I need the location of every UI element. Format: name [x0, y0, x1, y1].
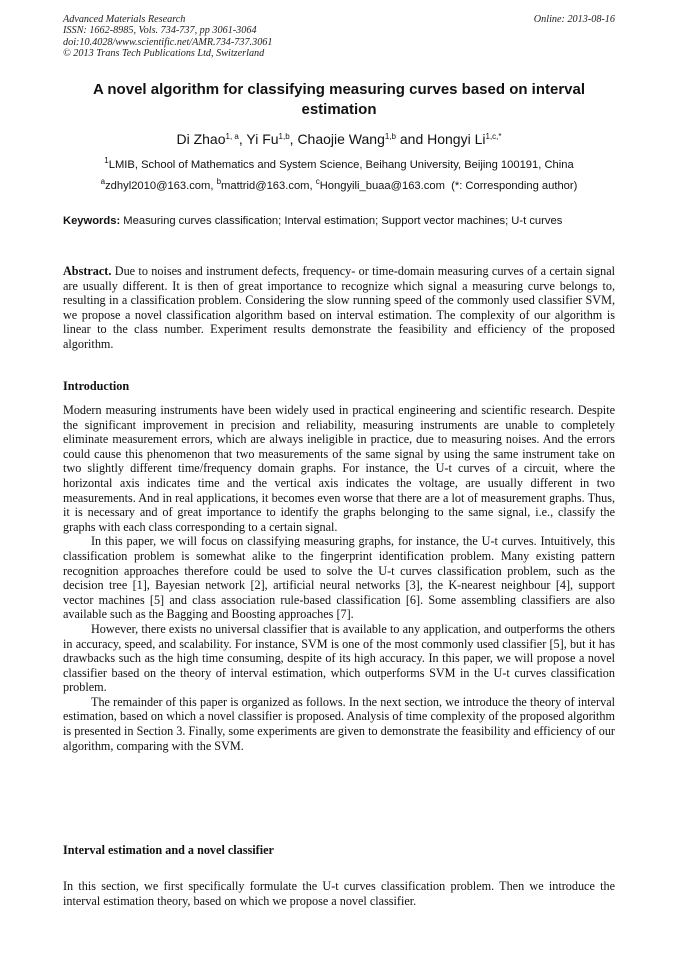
- author-name: Di Zhao: [176, 131, 226, 147]
- author-name: Hongyi Li: [427, 131, 486, 147]
- author-name: Chaojie Wang: [297, 131, 385, 147]
- doi-line: doi:10.4028/www.scientific.net/AMR.734-737.3061: [63, 36, 273, 48]
- affiliation-mark: 1: [104, 156, 109, 165]
- journal-name: Advanced Materials Research: [63, 14, 186, 25]
- author-name: Yi Fu: [246, 131, 279, 147]
- paper-title: A novel algorithm for classifying measuring curves based on interval estimation: [92, 81, 586, 118]
- author-affil-mark: 1,b: [278, 132, 290, 141]
- author-emails: [60, 179, 618, 193]
- keywords-text: Measuring curves classification; Interval estimation; Support vector machines; U-t curves: [120, 215, 563, 227]
- introduction-body: [63, 403, 615, 753]
- paragraph: However, there exists no universal classifier that is available to any application, and outperforms the others in accuracy, speed, and scalability. For instance, SVM is one of the most commonly used classifier [5], but it has drawbacks such as the high time consuming, despite of its high accuracy. In this paper, we will propose a novel classifier based on the theory of interval estimation, which outperforms SVM in the U-t curves classification problem.: [63, 621, 615, 695]
- author-separator: ,: [238, 131, 247, 147]
- section-heading-introduction: Introduction: [63, 379, 130, 393]
- abstract-label: Abstract.: [63, 264, 112, 278]
- affiliation-text: LMIB, School of Mathematics and System Science, Beihang University, Beijing 100191, China: [108, 159, 574, 171]
- email-link[interactable]: zdhyl2010@163.com,: [105, 180, 217, 192]
- section2-paragraph: In this section, we first specifically formulate the U-t curves classification problem. Then we introduce the interval estimation theory, based on which we propose a novel classifier.: [63, 879, 615, 908]
- online-date: Online: 2013-08-16: [533, 14, 615, 25]
- author-affil-mark: 1, a: [225, 132, 239, 141]
- publication-header: [63, 14, 615, 60]
- email-link[interactable]: mattrid@163.com,: [221, 180, 316, 192]
- author-affil-mark: 1,b: [384, 132, 396, 141]
- section-heading-interval-estimation: Interval estimation and a novel classifier: [63, 843, 274, 857]
- keywords-label: Keywords:: [63, 215, 121, 227]
- paragraph: Modern measuring instruments have been widely used in practical engineering and scientific research. Despite the significant improvement in precision and reliability, measuring instruments are unable to completely eliminate measurement errors, which are always ineligible in practice, due to measuring noises. And the errors could cause this phenomenon that two measurements of the same signal by using the same instrument take on two slightly different time/frequency domain graphs. For instance, the U-t curves of a circuit, where the horizontal axis indicates time and the vertical axis indicates the voltage, are usually different in two measurements. And in real applications, it becomes even worse that there are a lot of measurement graphs. Thus, it is necessary and of great importance to identify the graphs belonging to the same signal, i.e., classify the graphs with each class corresponding to a certain signal.: [63, 403, 615, 534]
- author-list: [60, 130, 618, 148]
- email-mark: a: [100, 177, 106, 186]
- paragraph: In this paper, we will focus on classifying measuring graphs, for instance, the U-t curves. Intuitively, this classification problem is somewhat alike to the fingerprint identification problem. Many existing pattern recognition approaches therefore could be used to solve the U-t curves classification problem, such as the decision tree [1], Bayesian network [2], artificial neural networks [3], the K-nearest neighbour [4], support vector machines [5] and class association rule-based classification [6]. Some assembling classifiers are also available such as the Bagging and Boosting approaches [7].: [63, 534, 615, 622]
- author-separator: ,: [289, 131, 298, 147]
- author-affil-mark: 1,c,*: [485, 132, 502, 141]
- email-mark: b: [216, 177, 222, 186]
- email-mark: c: [315, 177, 320, 186]
- corresponding-note: (*: Corresponding author): [451, 180, 578, 192]
- affiliation: [60, 158, 618, 172]
- abstract-text: Due to noises and instrument defects, frequency- or time-domain measuring curves of a certain signal are usually different. It is then of great importance to recognize which signal a measuring curve belongs to, resulting in a classification problem. Considering the slow running speed of the commonly used classifier SVM, we propose a novel classification algorithm based on interval estimation. The complexity of our algorithm is linear to the class number. Experiment results demonstrate the feasibility and efficiency of the proposed algorithm.: [63, 264, 615, 351]
- copyright-line: © 2013 Trans Tech Publications Ltd, Switzerland: [63, 48, 265, 60]
- paragraph: The remainder of this paper is organized as follows. In the next section, we introduce the theory of interval estimation, based on which a novel classifier is proposed. Analysis of time complexity of the proposed algorithm is presented in Section 3. Finally, some experiments are given to demonstrate the feasibility and efficiency of our algorithm, comparing with the SVM.: [63, 694, 615, 753]
- abstract: [63, 264, 615, 352]
- keywords: [63, 214, 615, 228]
- author-separator: and: [395, 131, 428, 147]
- issn-line: ISSN: 1662-8985, Vols. 734-737, pp 3061-3064: [63, 25, 257, 37]
- email-link[interactable]: Hongyili_buaa@163.com: [319, 180, 445, 192]
